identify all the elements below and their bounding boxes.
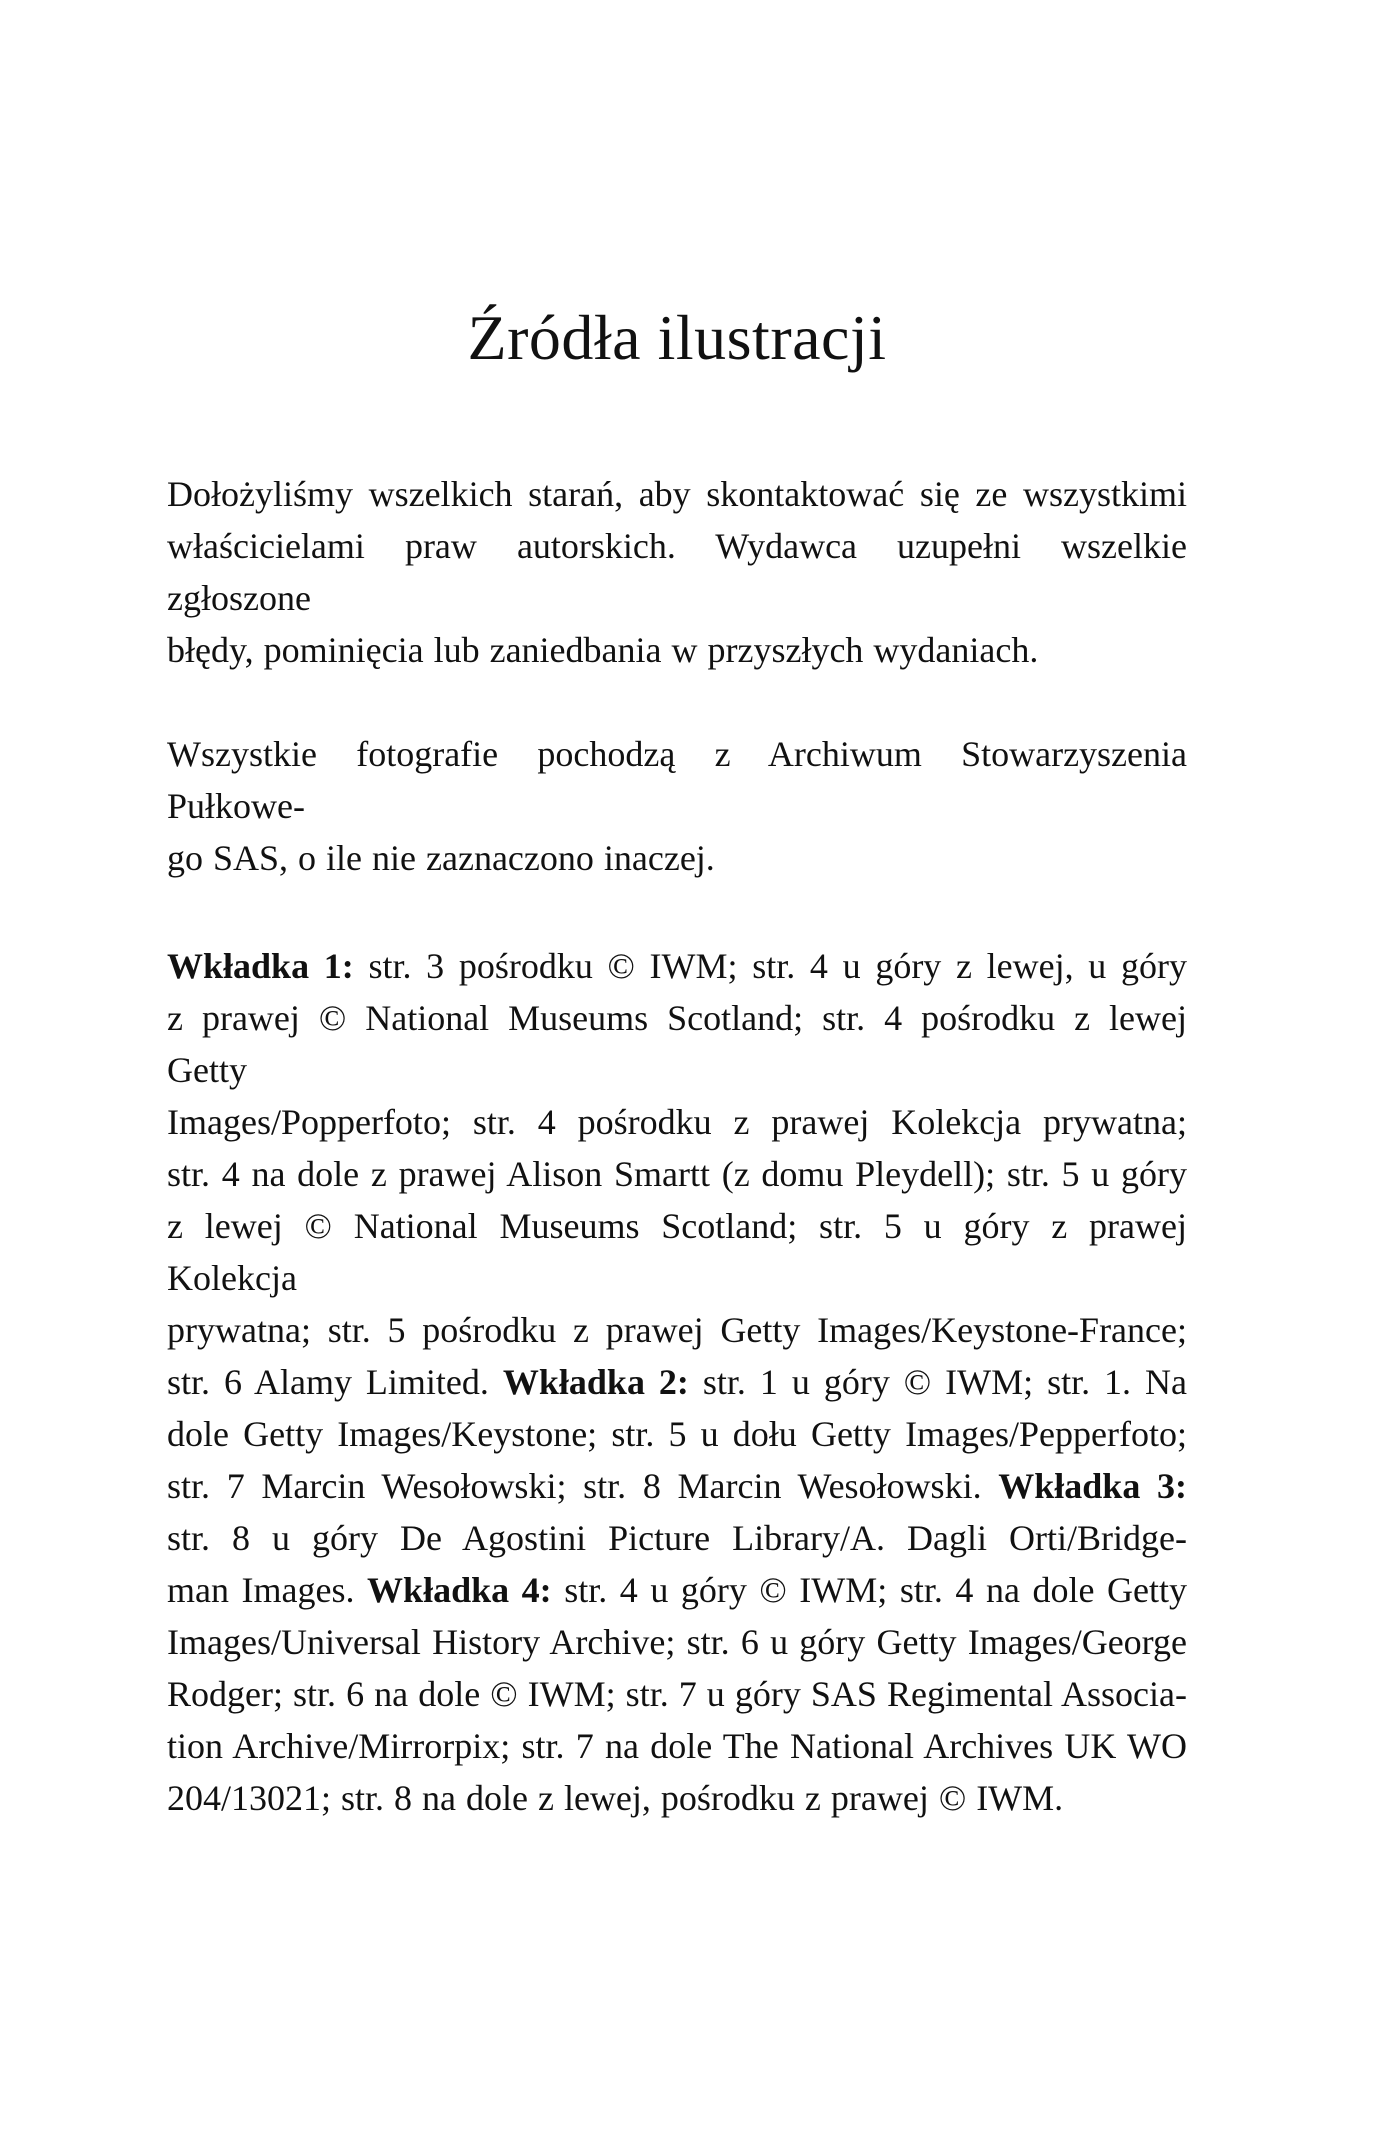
text-column [167,0,1187,1824]
page-title: Źródła ilustracji [467,302,887,373]
paragraph-disclaimer [167,468,1187,676]
text-line: Rodger; str. 6 na dole © IWM; str. 7 u góry SAS Regimental Associa- [167,1674,1187,1714]
text-line: Images/Popperfoto; str. 4 pośrodku z prawej Kolekcja prywatna; [167,1102,1187,1142]
text-line: Dołożyliśmy wszelkich starań, aby skontaktować się ze wszystkimi [167,474,1187,514]
text-line: Wszystkie fotografie pochodzą z Archiwum Stowarzyszenia Pułkowe- [167,734,1187,826]
text-line: dole Getty Images/Keystone; str. 5 u dołu Getty Images/Pepperfoto; [167,1414,1187,1454]
text-line: Images/Universal History Archive; str. 6 u góry Getty Images/George [167,1622,1187,1662]
text-line: 204/13021; str. 8 na dole z lewej, pośrodku z prawej © IWM. [167,1778,1064,1818]
paragraph-source-note [167,728,1187,884]
text-line: tion Archive/Mirrorpix; str. 7 na dole The National Archives UK WO [167,1726,1187,1766]
text-line: str. 4 na dole z prawej Alison Smartt (z domu Pleydell); str. 5 u góry [167,1154,1187,1194]
text-line: str. 7 Marcin Wesołowski; str. 8 Marcin Wesołowski. Wkładka 3: [167,1466,1187,1506]
text-line: prywatna; str. 5 pośrodku z prawej Getty Images/Keystone-France; [167,1310,1187,1350]
text-line: błędy, pominięcia lub zaniedbania w przyszłych wydaniach. [167,630,1039,670]
text-line: str. 8 u góry De Agostini Picture Library/A. Dagli Orti/Bridge- [167,1518,1187,1558]
text-line: z prawej © National Museums Scotland; str. 4 pośrodku z lewej Getty [167,998,1187,1090]
text-line: z lewej © National Museums Scotland; str. 5 u góry z prawej Kolekcja [167,1206,1187,1298]
text-line: str. 6 Alamy Limited. Wkładka 2: str. 1 u góry © IWM; str. 1. Na [167,1362,1188,1402]
paragraph-credits [167,940,1187,1824]
text-line: właścicielami praw autorskich. Wydawca uzupełni wszelkie zgłoszone [167,526,1187,618]
text-line: Wkładka 1: str. 3 pośrodku © IWM; str. 4 u góry z lewej, u góry [167,946,1187,986]
text-line: man Images. Wkładka 4: str. 4 u góry © IWM; str. 4 na dole Getty [167,1570,1187,1610]
text-line: go SAS, o ile nie zaznaczono inaczej. [167,838,715,878]
